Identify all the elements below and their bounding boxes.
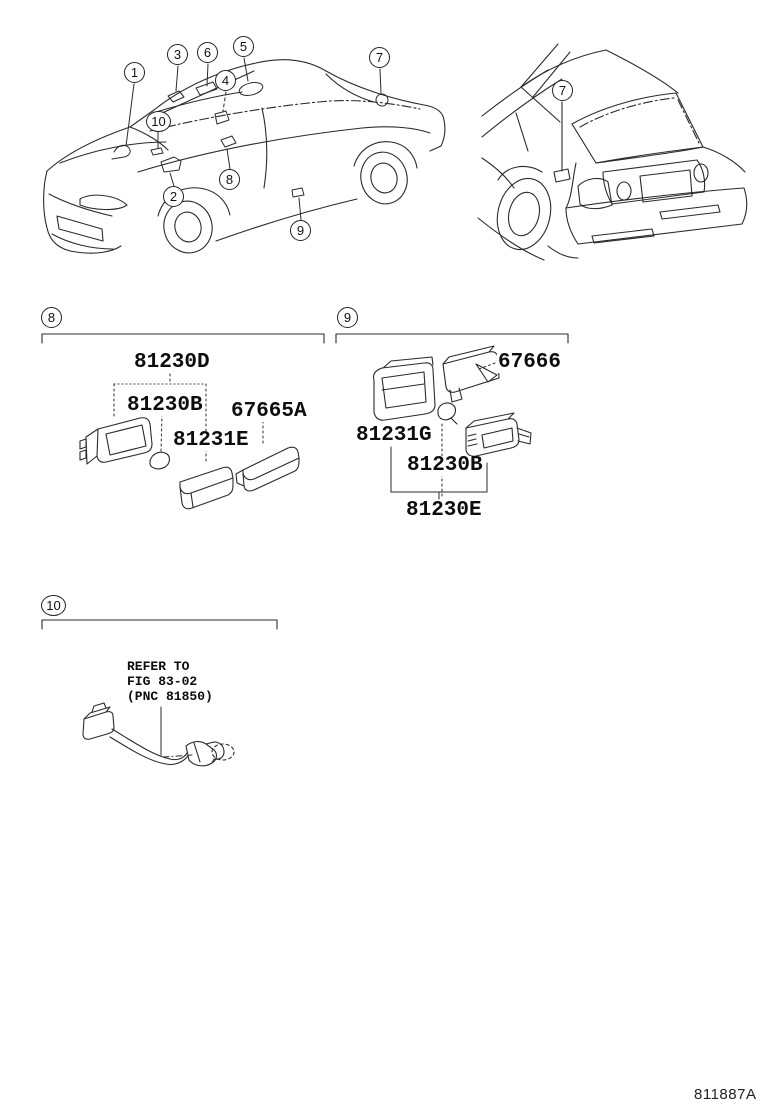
section8-bracket <box>42 334 324 343</box>
callout-5-number: 5 <box>239 39 248 54</box>
callout-2[interactable] <box>163 186 184 207</box>
part-label-81231E[interactable]: 81231E <box>173 429 249 452</box>
part-label-81231G[interactable]: 81231G <box>356 424 432 447</box>
section10-harness-drawing <box>83 703 234 766</box>
callout-4-number: 4 <box>221 73 230 88</box>
part-label-81230B-2[interactable]: 81230B <box>407 454 483 477</box>
callout-9[interactable] <box>290 220 311 241</box>
rear-car-drawing <box>478 44 747 260</box>
part-label-81230D[interactable]: 81230D <box>134 351 210 374</box>
callout-7[interactable] <box>369 47 390 68</box>
callout-2-number: 2 <box>169 189 178 204</box>
figure-doc-number: 811887A <box>694 1086 757 1103</box>
section8-number: 8 <box>47 310 56 325</box>
callout-1-number: 1 <box>130 65 139 80</box>
callout-7-rear-number: 7 <box>558 83 567 98</box>
callout-4[interactable] <box>215 70 236 91</box>
rear-car-wheel <box>490 173 558 255</box>
refer-note-line3: (PNC 81850) <box>127 689 213 704</box>
part-label-67665A[interactable]: 67665A <box>231 400 307 423</box>
callout-6-number: 6 <box>203 45 212 60</box>
callout-7-rear[interactable] <box>552 80 573 101</box>
headlamp-shape <box>80 195 127 209</box>
rear-wheel <box>355 147 413 209</box>
section10-number: 10 <box>46 598 61 613</box>
section10-leader-lines <box>161 707 192 757</box>
callout-8-number: 8 <box>225 172 234 187</box>
callout-1[interactable] <box>124 62 145 83</box>
rear-window <box>572 93 703 163</box>
callout-7-number: 7 <box>375 50 384 65</box>
front-car-drawing <box>44 60 445 259</box>
section9-number: 9 <box>343 310 352 325</box>
section9-circle[interactable] <box>337 307 358 328</box>
section10-bracket <box>42 620 277 629</box>
callout-10[interactable] <box>146 111 171 132</box>
callout-9-number: 9 <box>296 223 305 238</box>
section10-circle[interactable] <box>41 595 66 616</box>
bulb-shape <box>438 403 455 420</box>
part-label-67666[interactable]: 67666 <box>498 351 562 374</box>
callout-10-number: 10 <box>151 114 166 129</box>
callout-3-number: 3 <box>173 47 182 62</box>
callout-3[interactable] <box>167 44 188 65</box>
part-label-81230E[interactable]: 81230E <box>406 499 482 522</box>
refer-note-line2: FIG 83-02 <box>127 674 198 689</box>
callout-8[interactable] <box>219 169 240 190</box>
callout-5[interactable] <box>233 36 254 57</box>
section8-circle[interactable] <box>41 307 62 328</box>
callout-6[interactable] <box>197 42 218 63</box>
bulb-shape <box>150 452 169 469</box>
part-label-81230B[interactable]: 81230B <box>127 394 203 417</box>
section9-bracket <box>336 334 568 343</box>
refer-note-line1: REFER TO <box>127 659 190 674</box>
